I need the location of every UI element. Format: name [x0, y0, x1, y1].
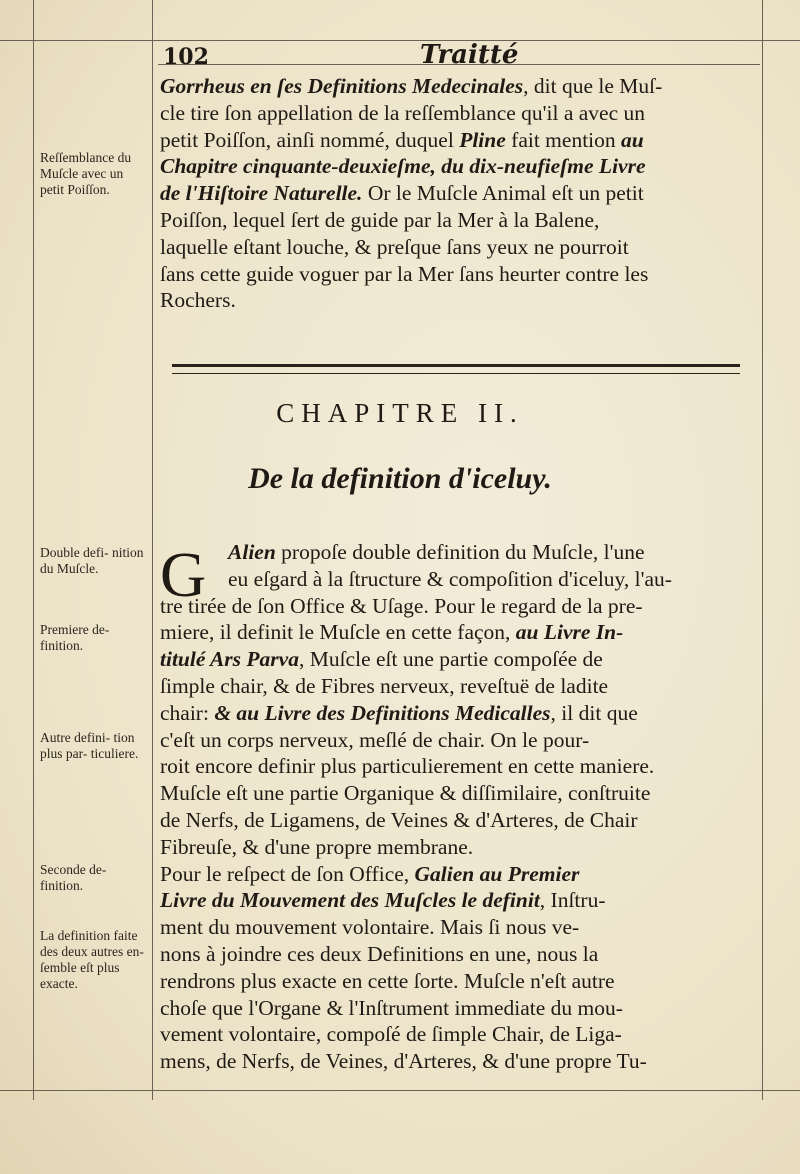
body-paragraph-line: [160, 808, 638, 833]
body-paragraph-line: [228, 567, 672, 592]
text-run: titulé Ars Parva: [160, 647, 299, 672]
body-paragraph-line: [160, 620, 623, 645]
text-run: roit encore definir plus particulierement en cette maniere.: [160, 754, 655, 779]
text-run: eu eſgard à la ſtructure & compoſition d'iceluy, l'au-: [228, 566, 672, 591]
text-run: Fibreuſe, & d'une propre membrane.: [160, 834, 474, 859]
text-run: Alien: [228, 540, 276, 564]
body-paragraph-line: [160, 862, 579, 887]
text-run: miere, il definit le Muſcle en cette façon,: [160, 620, 516, 645]
text-run: Rochers.: [160, 288, 236, 313]
body-paragraph-line: [160, 754, 654, 779]
margin-note: Reſſemblance du Muſcle avec un petit Poiſſon.: [40, 150, 132, 197]
text-run: , il dit que: [550, 700, 638, 725]
drop-cap: G: [160, 539, 207, 610]
top-paragraph-line: [160, 154, 646, 179]
text-run: , Muſcle eſt une partie compoſée de: [298, 647, 603, 672]
text-run: au Livre In-: [515, 620, 624, 645]
text-run: Pline: [459, 127, 506, 152]
top-paragraph-line: [160, 288, 236, 313]
text-run: cle tire ſon appellation de la reſſemblance qu'il a avec un: [160, 100, 646, 125]
text-run: vement volontaire, compoſé de ſimple Chair, de Liga-: [160, 1022, 622, 1047]
text-run: ſimple chair, & de Fibres nerveux, reveſtuë de ladite: [160, 674, 609, 698]
top-paragraph-line: [160, 208, 599, 233]
margin-note: La definition faite des deux autres en- ſemble eſt plus exacte.: [40, 928, 144, 991]
text-run: , dit que le Muſ-: [523, 74, 663, 98]
body-paragraph-line: [160, 915, 579, 940]
margin-note: Autre defini- tion plus par- ticuliere.: [40, 730, 139, 761]
text-run: c'eſt un corps nerveux, meſlé de chair. On le pour-: [160, 727, 590, 752]
text-run: chair:: [160, 700, 215, 725]
text-run: fait mention: [505, 127, 622, 152]
chapter-subtitle: De la definition d'iceluy.: [248, 462, 552, 495]
text-run: & au Livre des Definitions Medicalles: [214, 700, 551, 725]
bottom-rule: [0, 1090, 800, 1091]
body-paragraph-line: [160, 701, 638, 726]
body-paragraph-line: [160, 674, 608, 699]
text-run: Muſcle eſt une partie Organique & diſſimilaire, conſtruite: [160, 781, 651, 806]
body-paragraph-line: [160, 594, 643, 619]
text-run: petit Poiſſon, ainſi nommé, duquel: [160, 127, 460, 152]
text-run: ment du mouvement volontaire. Mais ſi nous ve-: [160, 915, 580, 940]
text-run: Livre du Mouvement des Muſcles le definit: [160, 888, 540, 913]
text-run: propoſe double definition du Muſcle, l'une: [275, 540, 645, 564]
text-run: tre tirée de ſon Office & Uſage. Pour le regard de la pre-: [160, 593, 643, 618]
text-run: mens, de Nerfs, de Veines, d'Arteres, & d'une propre Tu-: [160, 1049, 647, 1074]
top-paragraph-line: [160, 74, 662, 99]
margin-note: Seconde de- finition.: [40, 862, 107, 893]
body-paragraph-line: [160, 969, 615, 994]
text-run: Chapitre cinquante-deuxieſme, du dix-neufieſme Livre: [160, 154, 646, 179]
margin-note: Premiere de- finition.: [40, 622, 110, 653]
body-paragraph-line: [160, 996, 623, 1021]
body-paragraph-line: [160, 728, 589, 753]
text-run: Poiſſon, lequel ſert de guide par la Mer à la Balene,: [160, 208, 600, 232]
body-paragraph-line: [228, 540, 645, 565]
text-run: de Nerfs, de Ligamens, de Veines & d'Arteres, de Chair: [160, 808, 638, 832]
body-paragraph-line: [160, 888, 605, 913]
text-run: au: [621, 127, 644, 152]
body-paragraph-line: [160, 835, 473, 860]
text-run: laquelle eſtant louche, & preſque ſans yeux ne pourroit: [160, 234, 629, 259]
body-paragraph-line: [160, 1022, 622, 1047]
text-run: nons à joindre ces deux Definitions en une, nous la: [160, 942, 599, 966]
chapter-title: CHAPITRE II.: [276, 398, 524, 428]
right-rule: [762, 0, 763, 1100]
body-paragraph-line: [160, 781, 650, 806]
margin-note: Double defi- nition du Muſcle.: [40, 545, 144, 576]
text-run: Pour le reſpect de ſon Office,: [160, 861, 415, 886]
text-run: , Inſtru-: [539, 888, 606, 913]
running-title: Traitté: [420, 40, 519, 70]
body-paragraph-line: [160, 647, 603, 672]
body-paragraph-line: [160, 1049, 647, 1074]
chapter-divider-rule: [172, 364, 740, 374]
left-gutter-rule: [33, 0, 34, 1100]
text-run: choſe que l'Organe & l'Inſtrument immediate du mou-: [160, 995, 623, 1020]
text-run: Gorrheus en ſes Definitions Medecinales: [160, 74, 524, 98]
text-run: de l'Hiſtoire Naturelle.: [160, 181, 363, 206]
text-run: ſans cette guide voguer par la Mer ſans heurter contre les: [160, 261, 649, 286]
top-paragraph-line: [160, 235, 629, 260]
page-number: 102: [163, 44, 209, 70]
text-run: Or le Muſcle Animal eſt un petit: [362, 181, 644, 206]
text-run: Galien au Premier: [414, 861, 580, 886]
top-paragraph-line: [160, 101, 645, 126]
top-rule: [0, 40, 800, 41]
body-paragraph-line: [160, 942, 598, 967]
top-paragraph-line: [160, 128, 644, 153]
top-paragraph-line: [160, 181, 644, 206]
text-run: rendrons plus exacte en cette ſorte. Muſcle n'eſt autre: [160, 968, 615, 993]
margin-column-rule: [152, 0, 153, 1100]
top-paragraph-line: [160, 262, 648, 287]
